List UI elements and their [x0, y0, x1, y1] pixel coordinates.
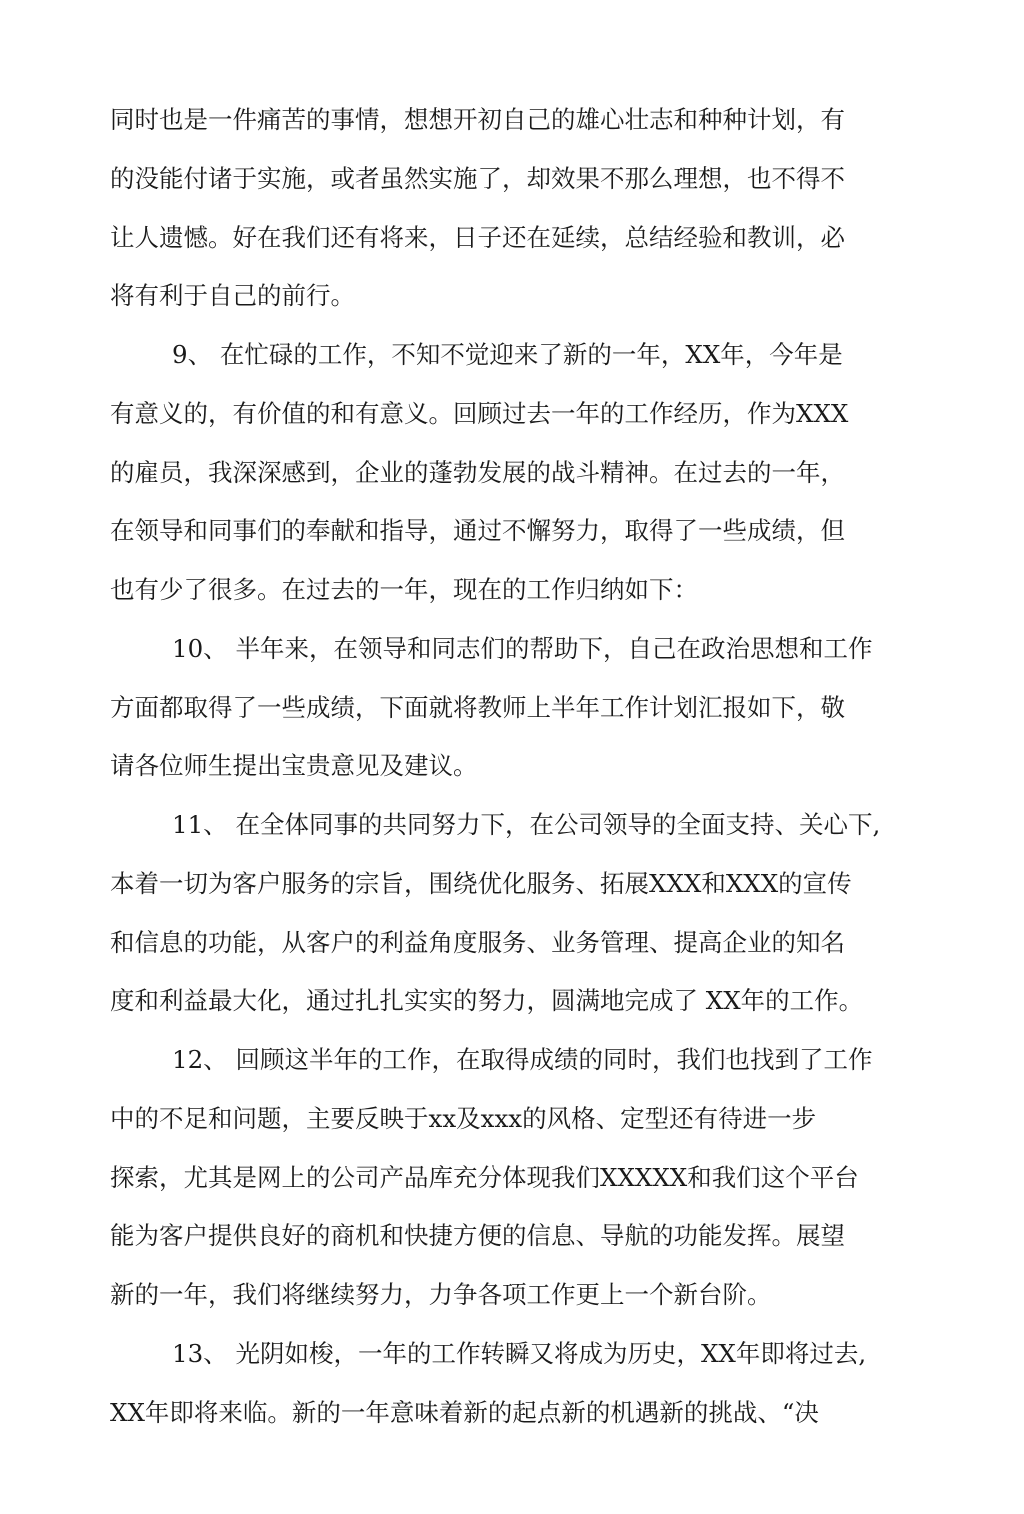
- paragraph-11-start: 11、 在全体同事的共同努力下，在公司领导的全面支持、关心下,: [172, 810, 881, 839]
- text-line: 让人遗憾。好在我们还有将来，日子还在延续，总结经验和教训，必: [110, 223, 845, 252]
- text-line: 中的不足和问题，主要反映于xx及xxx的风格、定型还有待进一步: [110, 1104, 817, 1133]
- text-line: 新的一年，我们将继续努力，力争各项工作更上一个新台阶。: [110, 1280, 772, 1309]
- paragraph-13-start: 13、 光阴如梭，一年的工作转瞬又将成为历史，XX年即将过去,: [172, 1339, 867, 1368]
- text-line: 在领导和同事们的奉献和指导，通过不懈努力，取得了一些成绩，但: [110, 516, 845, 545]
- text-line: 方面都取得了一些成绩，下面就将教师上半年工作计划汇报如下，敬: [110, 693, 845, 722]
- paragraph-10-start: 10、 半年来，在领导和同志们的帮助下，自己在政治思想和工作: [172, 634, 873, 663]
- text-line: 探索，尤其是网上的公司产品库充分体现我们XXXXX和我们这个平台: [110, 1163, 859, 1192]
- text-line: 也有少了很多。在过去的一年，现在的工作归纳如下：: [110, 575, 698, 604]
- paragraph-9-start: 9、 在忙碌的工作，不知不觉迎来了新的一年，XX年，今年是: [172, 340, 843, 369]
- text-line: 请各位师生提出宝贵意见及建议。: [110, 751, 478, 780]
- text-line: 同时也是一件痛苦的事情，想想开初自己的雄心壮志和种种计划，有: [110, 105, 845, 134]
- text-line: 的雇员，我深深感到，企业的蓬勃发展的战斗精神。在过去的一年，: [110, 458, 845, 487]
- paragraph-12-start: 12、 回顾这半年的工作，在取得成绩的同时，我们也找到了工作: [172, 1045, 873, 1074]
- text-line: 能为客户提供良好的商机和快捷方便的信息、导航的功能发挥。展望: [110, 1221, 845, 1250]
- text-line: 将有利于自己的前行。: [110, 281, 355, 310]
- text-line: 度和利益最大化，通过扎扎实实的努力，圆满地完成了 XX年的工作。: [110, 986, 864, 1015]
- text-line: 本着一切为客户服务的宗旨，围绕优化服务、拓展XXX和XXX的宣传: [110, 869, 852, 898]
- text-line: 有意义的，有价值的和有意义。回顾过去一年的工作经历，作为XXX: [110, 399, 849, 428]
- text-line: 和信息的功能，从客户的利益角度服务、业务管理、提高企业的知名: [110, 928, 845, 957]
- text-line: XX年即将来临。新的一年意味着新的起点新的机遇新的挑战、“决: [110, 1398, 819, 1427]
- text-line: 的没能付诸于实施，或者虽然实施了，却效果不那么理想，也不得不: [110, 164, 845, 193]
